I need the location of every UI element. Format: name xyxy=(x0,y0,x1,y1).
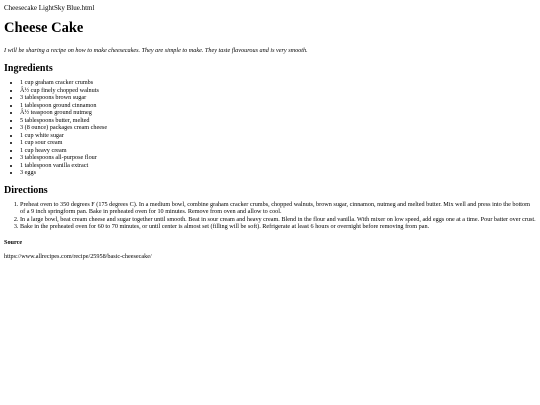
ingredient-item: • 1 cup graham cracker crumbs xyxy=(20,79,536,87)
page-title: Cheese Cake xyxy=(4,20,84,36)
direction-step: 1. Preheat oven to 350 degrees F (175 degrees C). In a medium bowl, combine graham cracker crumbs, chopped walnuts, brown sugar, cinnamon, nutmeg and melted butter. Mix well and press into the bottom of a 9 inch springform pan. Bake in preheated oven for 10 minutes. Remove from oven and allow to cool. xyxy=(20,201,536,216)
intro-text: I will be sharing a recipe on how to make cheesecakes. They are simple to make. They taste flavourous and is very smooth. xyxy=(4,47,308,54)
ingredient-item: • 1 tablespoon vanilla extract xyxy=(20,162,536,170)
ingredients-list xyxy=(4,79,536,177)
ingredient-item: • 3 tablespoons all-purpose flour xyxy=(20,154,536,162)
ingredient-item: • 3 tablespoons brown sugar xyxy=(20,94,536,102)
ingredient-item: • 5 tablespoons butter, melted xyxy=(20,117,536,125)
source-heading: Source xyxy=(4,238,23,246)
source-url: https://www.allrecipes.com/recipe/25958/basic-cheesecake/ xyxy=(4,252,152,260)
window-title: Cheesecake LightSky Blue.html xyxy=(4,4,95,12)
ingredient-item: • 3 eggs xyxy=(20,169,536,177)
ingredient-item: • 1 cup sour cream xyxy=(20,139,536,147)
ingredient-item: • 1 cup white sugar xyxy=(20,132,536,140)
direction-step: 2. In a large bowl, beat cream cheese and sugar together until smooth. Beat in sour cream and heavy cream. Blend in the flour and vanilla. With mixer on low speed, add eggs one at a time. Pour batter over crust. xyxy=(20,216,536,224)
ingredient-item: • Â½ cup finely chopped walnuts xyxy=(20,87,536,95)
directions-heading: Directions xyxy=(4,184,48,196)
ingredient-item: • Â½ teaspoon ground nutmeg xyxy=(20,109,536,117)
directions-list xyxy=(4,201,536,231)
ingredient-item: • 1 cup heavy cream xyxy=(20,147,536,155)
ingredients-heading: Ingredients xyxy=(4,63,53,74)
ingredient-item: • 3 (8 ounce) packages cream cheese xyxy=(20,124,536,132)
ingredient-item: • 1 tablespoon ground cinnamon xyxy=(20,102,536,110)
direction-step: 3. Bake in the preheated oven for 60 to 70 minutes, or until center is almost set (filling will be soft). Refrigerate at least 6 hours or overnight before removing from pan. xyxy=(20,223,536,231)
